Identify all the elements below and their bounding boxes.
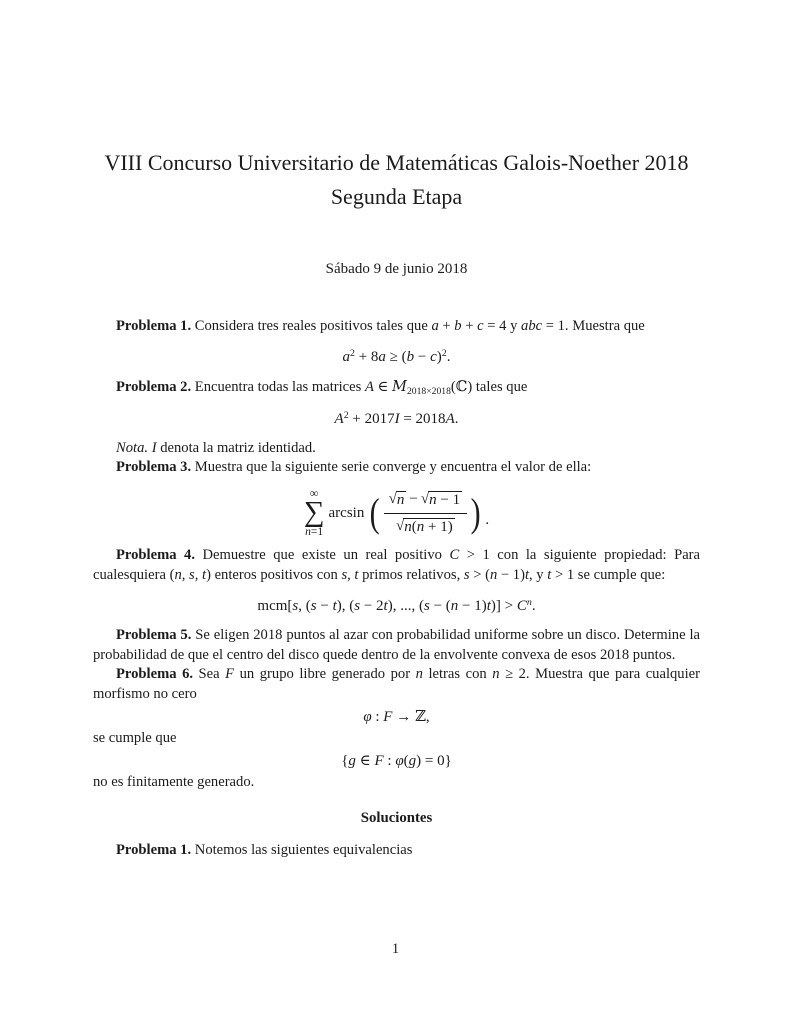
solution-1-paragraph: Problema 1. Notemos las siguientes equivalencias [116, 841, 413, 858]
problem-2-formula: $A^2 + 2017I = 2018A$. [334, 409, 459, 427]
close-paren: ) [470, 490, 481, 536]
infinity-symbol: ∞ [309, 486, 319, 501]
se-cumple-line: se cumple que [93, 729, 177, 746]
open-paren: ( [370, 490, 381, 536]
numerator [384, 490, 467, 514]
problem-1-formula: $a^2 + 8a \ge (b - c)^2$. [342, 347, 451, 365]
radicand-n-n-plus-1: n(n + 1) [404, 519, 453, 536]
title-line-1: VIII Concurso Universitario de Matemáticas Galois-Noether 2018 [104, 150, 689, 175]
sqrt-n [389, 491, 407, 509]
minus-operator: − [409, 490, 418, 507]
formula-period: . [485, 511, 490, 528]
problem-4-paragraph: Problema 4. Demuestre que existe un real positivo C > 1 con la siguiente propiedad: Para cualesquiera (n, s, t) enteros positivos con s, t primos relativos, s > (n − 1)t, y t > 1 se cumple que: [93, 547, 701, 583]
sqrt-n-n-plus-1 [396, 518, 455, 536]
radical-icon: √ [420, 490, 430, 507]
title-line-2: Segunda Etapa [330, 184, 463, 209]
radical-icon: √ [388, 490, 397, 507]
radical-icon: √ [396, 518, 405, 535]
problem-3-paragraph: Problema 3. Muestra que la siguiente serie converge y encuentra el valor de ella: [116, 459, 592, 476]
radicand-n-minus-1: n − 1 [429, 491, 461, 508]
sqrt-n-minus-1 [421, 491, 462, 509]
problem-4-formula: mcm[s, (s − t), (s − 2t), ..., $(s - (n - 1)t)] > C^n$. [257, 596, 536, 614]
denominator [391, 514, 460, 536]
radicand-n: n [396, 491, 405, 508]
problem-3-series-formula [93, 488, 700, 538]
problem-6-paragraph: Problema 6. Sea F un grupo libre generado por n letras con n ≥ 2. Muestra que para cualquier morfismo no cero [93, 666, 701, 703]
nota-paragraph: Nota. I denota la matriz identidad. [116, 439, 316, 456]
page-number: 1 [391, 941, 400, 957]
problem-5-paragraph: Problema 5. Se eligen 2018 puntos al azar con probabilidad uniforme sobre un disco. Determine la probabilidad de que el centro del disco quede dentro de la envolvente convexa de esos 2018 puntos. [93, 626, 700, 663]
arcsin-operator: arcsin [328, 504, 365, 521]
solutions-heading: Soluciontes [360, 809, 433, 826]
final-line: no es finitamente generado. [93, 773, 255, 790]
problem-6-kernel-formula: {g ∈ F : φ(g) = 0} [341, 752, 452, 769]
page-title [93, 146, 700, 214]
date-line: Sábado 9 de junio 2018 [325, 261, 468, 277]
fraction [384, 490, 467, 537]
summation [304, 488, 325, 538]
sum-lower-limit: n=1 [305, 526, 324, 539]
problem-1-paragraph: Problema 1. Considera tres reales positivos tales que a + b + c = 4 y abc = 1. Muestra que [116, 318, 645, 334]
problem-6-morphism-formula: φ : F → ℤ, [363, 708, 430, 725]
problem-2-paragraph: Problema 2. Encuentra todas las matrices A ∈ $M_{2018\times 2018}(ℂ)$ tales que [116, 377, 528, 398]
sigma-icon: ∑ [303, 496, 325, 529]
